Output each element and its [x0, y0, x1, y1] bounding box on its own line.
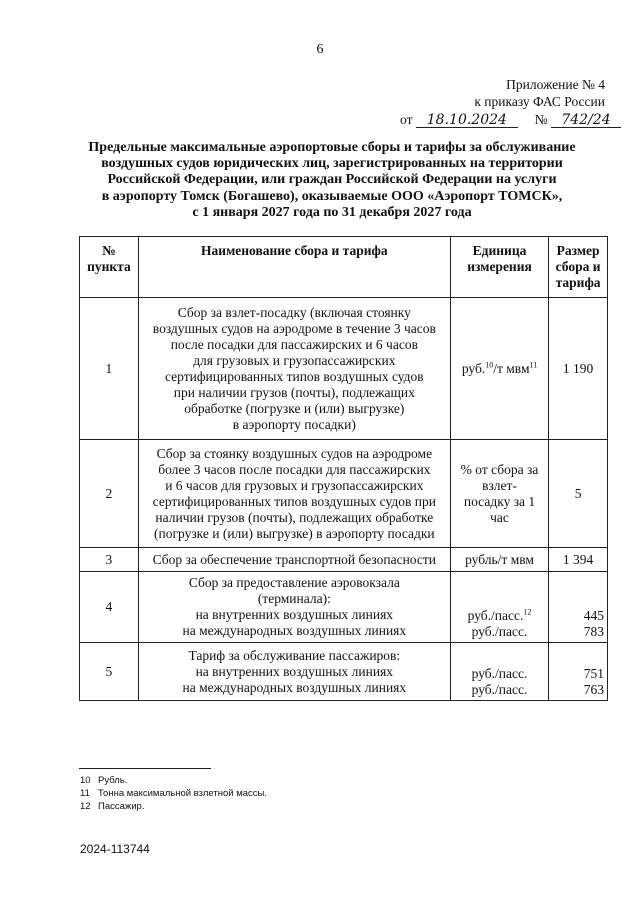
- fee-name-line: на внутренних воздушных линиях: [195, 663, 394, 679]
- order-date-number-line: [400, 111, 611, 128]
- unit: [450, 643, 548, 701]
- amount: 1 394: [549, 548, 608, 572]
- fee-name-line: Сбор за стоянку воздушных судов на аэродроме: [156, 445, 433, 461]
- fee-name-line: наличии грузов (почты), подлежащих обработке: [155, 509, 434, 525]
- fee-name-line: и 6 часов для грузовых и грузопассажирских: [165, 477, 424, 493]
- header-item-number: № пункта: [80, 237, 139, 298]
- footnote-ref: 12: [523, 607, 532, 617]
- fee-name-line: Сбор за взлет-посадку (включая стоянку: [177, 304, 411, 320]
- fee-name: Сбор за обеспечение транспортной безопасности: [138, 548, 450, 572]
- fee-name: [138, 643, 450, 701]
- unit-line: руб./пасс.: [471, 682, 528, 697]
- appendix-line-2: к приказу ФАС России: [474, 94, 605, 109]
- amount: [549, 572, 608, 643]
- amount-line: 445: [583, 608, 604, 623]
- fee-name-line: Тариф за обслуживание пассажиров:: [188, 647, 401, 663]
- amount: 1 190: [549, 298, 608, 440]
- fee-name-line: сертифицированных типов воздушных судов: [164, 368, 424, 384]
- unit-line: час: [490, 509, 509, 525]
- amount: [549, 643, 608, 701]
- unit-line: руб./пасс.: [471, 624, 528, 639]
- fee-name-line: на международных воздушных линиях: [182, 623, 407, 638]
- fee-name-line: для грузовых и грузопассажирских: [193, 352, 396, 368]
- fee-name: [138, 298, 450, 440]
- footnote-ref: 11: [529, 360, 538, 369]
- appendix-line-1: Приложение № 4: [506, 77, 605, 92]
- footnote: 12 Пассажир.: [80, 801, 145, 812]
- footnote: 10 Рубль.: [80, 775, 128, 786]
- unit: [450, 440, 548, 548]
- table-row: [80, 440, 608, 548]
- fee-name-line: на внутренних воздушных линиях: [195, 607, 394, 622]
- number-label: №: [534, 112, 548, 127]
- header-unit: Единица измерения: [450, 237, 548, 298]
- title-line: Российской Федерации, или граждан Российской Федерации на услуги: [107, 172, 557, 188]
- title-line: воздушных судов юридических лиц, зарегистрированных на территории: [101, 156, 563, 172]
- from-label: от: [400, 112, 413, 127]
- fee-name-line: (терминала):: [257, 591, 331, 606]
- amount-line: 751: [583, 666, 604, 681]
- amount-line: 763: [583, 682, 604, 697]
- title-line: с 1 января 2027 года по 31 декабря 2027 года: [192, 204, 472, 220]
- unit-line: руб./пасс.$^{12}$: [467, 607, 532, 623]
- row-number: 1: [80, 298, 139, 440]
- fee-name-line: при наличии грузов (почты), подлежащих: [173, 384, 415, 400]
- handwritten-date: 18.10.2024: [416, 113, 518, 128]
- row-number: 4: [80, 572, 139, 643]
- row-number: 2: [80, 440, 139, 548]
- header-fee-name: Наименование сбора и тарифа: [138, 237, 450, 298]
- page-number: 6: [316, 42, 324, 57]
- unit-line: взлет-: [482, 477, 517, 493]
- appendix-header: [400, 76, 611, 128]
- title-line: в аэропорту Томск (Богашево), оказываемые ООО «Аэропорт ТОМСК»,: [101, 188, 563, 204]
- document-code: 2024-113744: [80, 842, 150, 856]
- tariffs-table: [79, 236, 608, 701]
- table-row: [80, 548, 608, 572]
- amount-line: 783: [583, 624, 604, 639]
- row-number: 3: [80, 548, 139, 572]
- footnote: 11 Тонна максимальной взлетной массы.: [80, 788, 267, 799]
- fee-name-line: воздушных судов на аэродроме в течение 3 часов: [152, 320, 436, 336]
- unit: [450, 572, 548, 643]
- unit-line: руб./пасс.: [471, 666, 528, 681]
- fee-name-line: более 3 часов после посадки для пассажирских: [158, 461, 431, 477]
- amount: 5: [549, 440, 608, 548]
- fee-name-line: после посадки для пассажирских и 6 часов: [170, 336, 418, 352]
- row-number: 5: [80, 643, 139, 701]
- table-header-row: [80, 237, 608, 298]
- fee-name-line: (погрузке и (или) выгрузке) в аэропорту посадки: [153, 525, 435, 541]
- unit: рубль/т мвм: [450, 548, 548, 572]
- document-title: [72, 140, 592, 221]
- fee-name-line: в аэропорту посадки): [232, 416, 356, 432]
- fee-name-line: на международных воздушных линиях: [182, 679, 407, 695]
- unit: руб.$^{10}$/т мвм$^{11}$: [450, 298, 548, 440]
- unit-line: % от сбора за: [460, 461, 539, 477]
- footnote-ref: 10: [485, 360, 494, 369]
- fee-name-line: Сбор за предоставление аэровокзала: [188, 575, 400, 590]
- handwritten-order-number: 742/24: [551, 113, 621, 128]
- fee-name: [138, 572, 450, 643]
- table-row: [80, 643, 608, 701]
- fee-name-line: обработке (погрузке и (или) выгрузке): [184, 400, 405, 416]
- title-line: Предельные максимальные аэропортовые сборы и тарифы за обслуживание: [88, 140, 576, 155]
- unit-line: посадку за 1: [463, 493, 536, 509]
- footnotes: [80, 774, 267, 813]
- table-row: [80, 298, 608, 440]
- fee-name-line: сертифицированных типов воздушных судов при: [152, 493, 436, 509]
- footnote-divider: [79, 768, 211, 769]
- table-row: [80, 572, 608, 643]
- fee-name: [138, 440, 450, 548]
- header-amount: Размер сбора и тарифа: [549, 237, 608, 298]
